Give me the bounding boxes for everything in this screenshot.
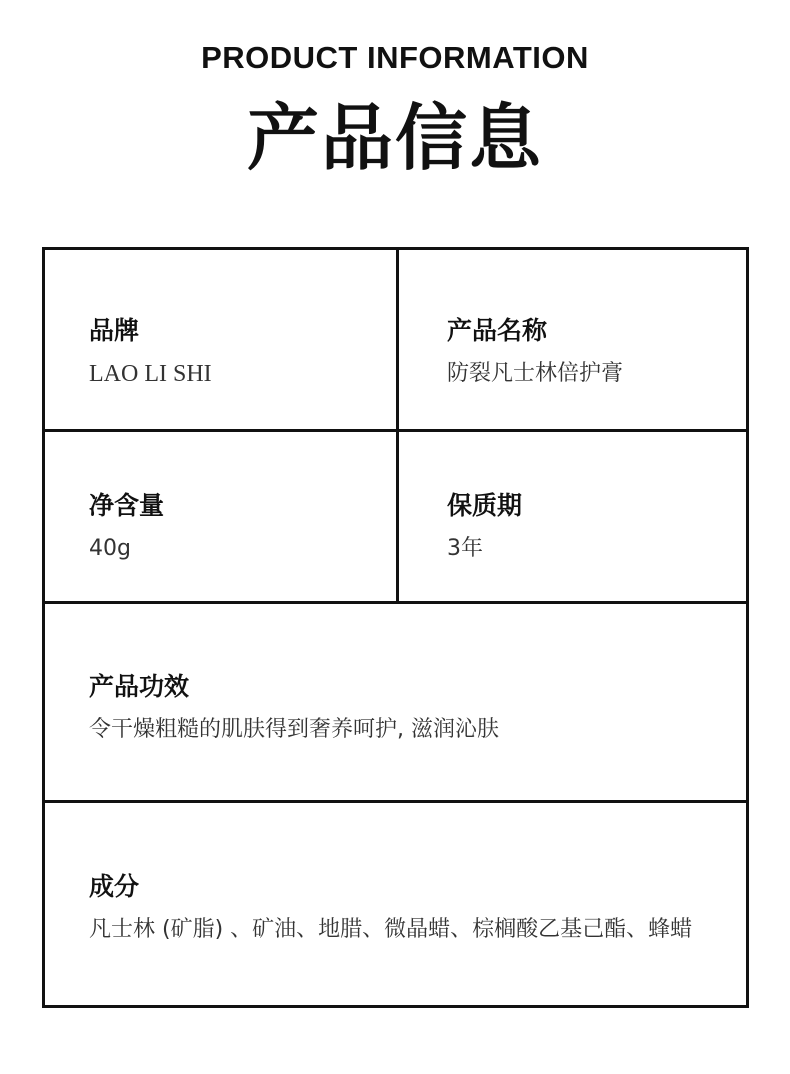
product-info-table: [42, 247, 749, 1008]
ingredients-cell: [45, 803, 746, 1005]
info-row-efficacy: [45, 604, 746, 803]
product-name-cell: [399, 250, 746, 429]
shelf-life-cell: [399, 432, 746, 601]
ingredients-value: 凡士林 (矿脂) 、矿油、地腊、微晶蜡、棕榈酸乙基己酯、蜂蜡: [89, 917, 693, 942]
info-row-content-shelf: [45, 432, 746, 604]
brand-label: 品牌: [89, 316, 140, 345]
efficacy-label: 产品功效: [89, 672, 190, 701]
product-name-label: 产品名称: [447, 316, 548, 345]
info-row-brand-name: [45, 250, 746, 432]
net-content-cell: [45, 432, 396, 601]
ingredients-label: 成分: [89, 872, 140, 901]
info-row-ingredients: [45, 803, 746, 1005]
shelf-life-value: 3年: [447, 536, 483, 561]
page-title: 产品信息: [246, 96, 543, 180]
product-name-value: 防裂凡士林倍护膏: [447, 361, 624, 386]
efficacy-cell: [45, 604, 746, 800]
net-content-label: 净含量: [89, 491, 165, 520]
efficacy-value: 令干燥粗糙的肌肤得到奢养呵护, 滋润沁肤: [89, 717, 499, 742]
brand-value: LAO LI SHI: [89, 361, 212, 387]
shelf-life-label: 保质期: [447, 491, 523, 520]
net-content-value: 40g: [89, 536, 131, 561]
brand-cell: [45, 250, 396, 429]
page-title-en: PRODUCT INFORMATION: [201, 40, 589, 75]
